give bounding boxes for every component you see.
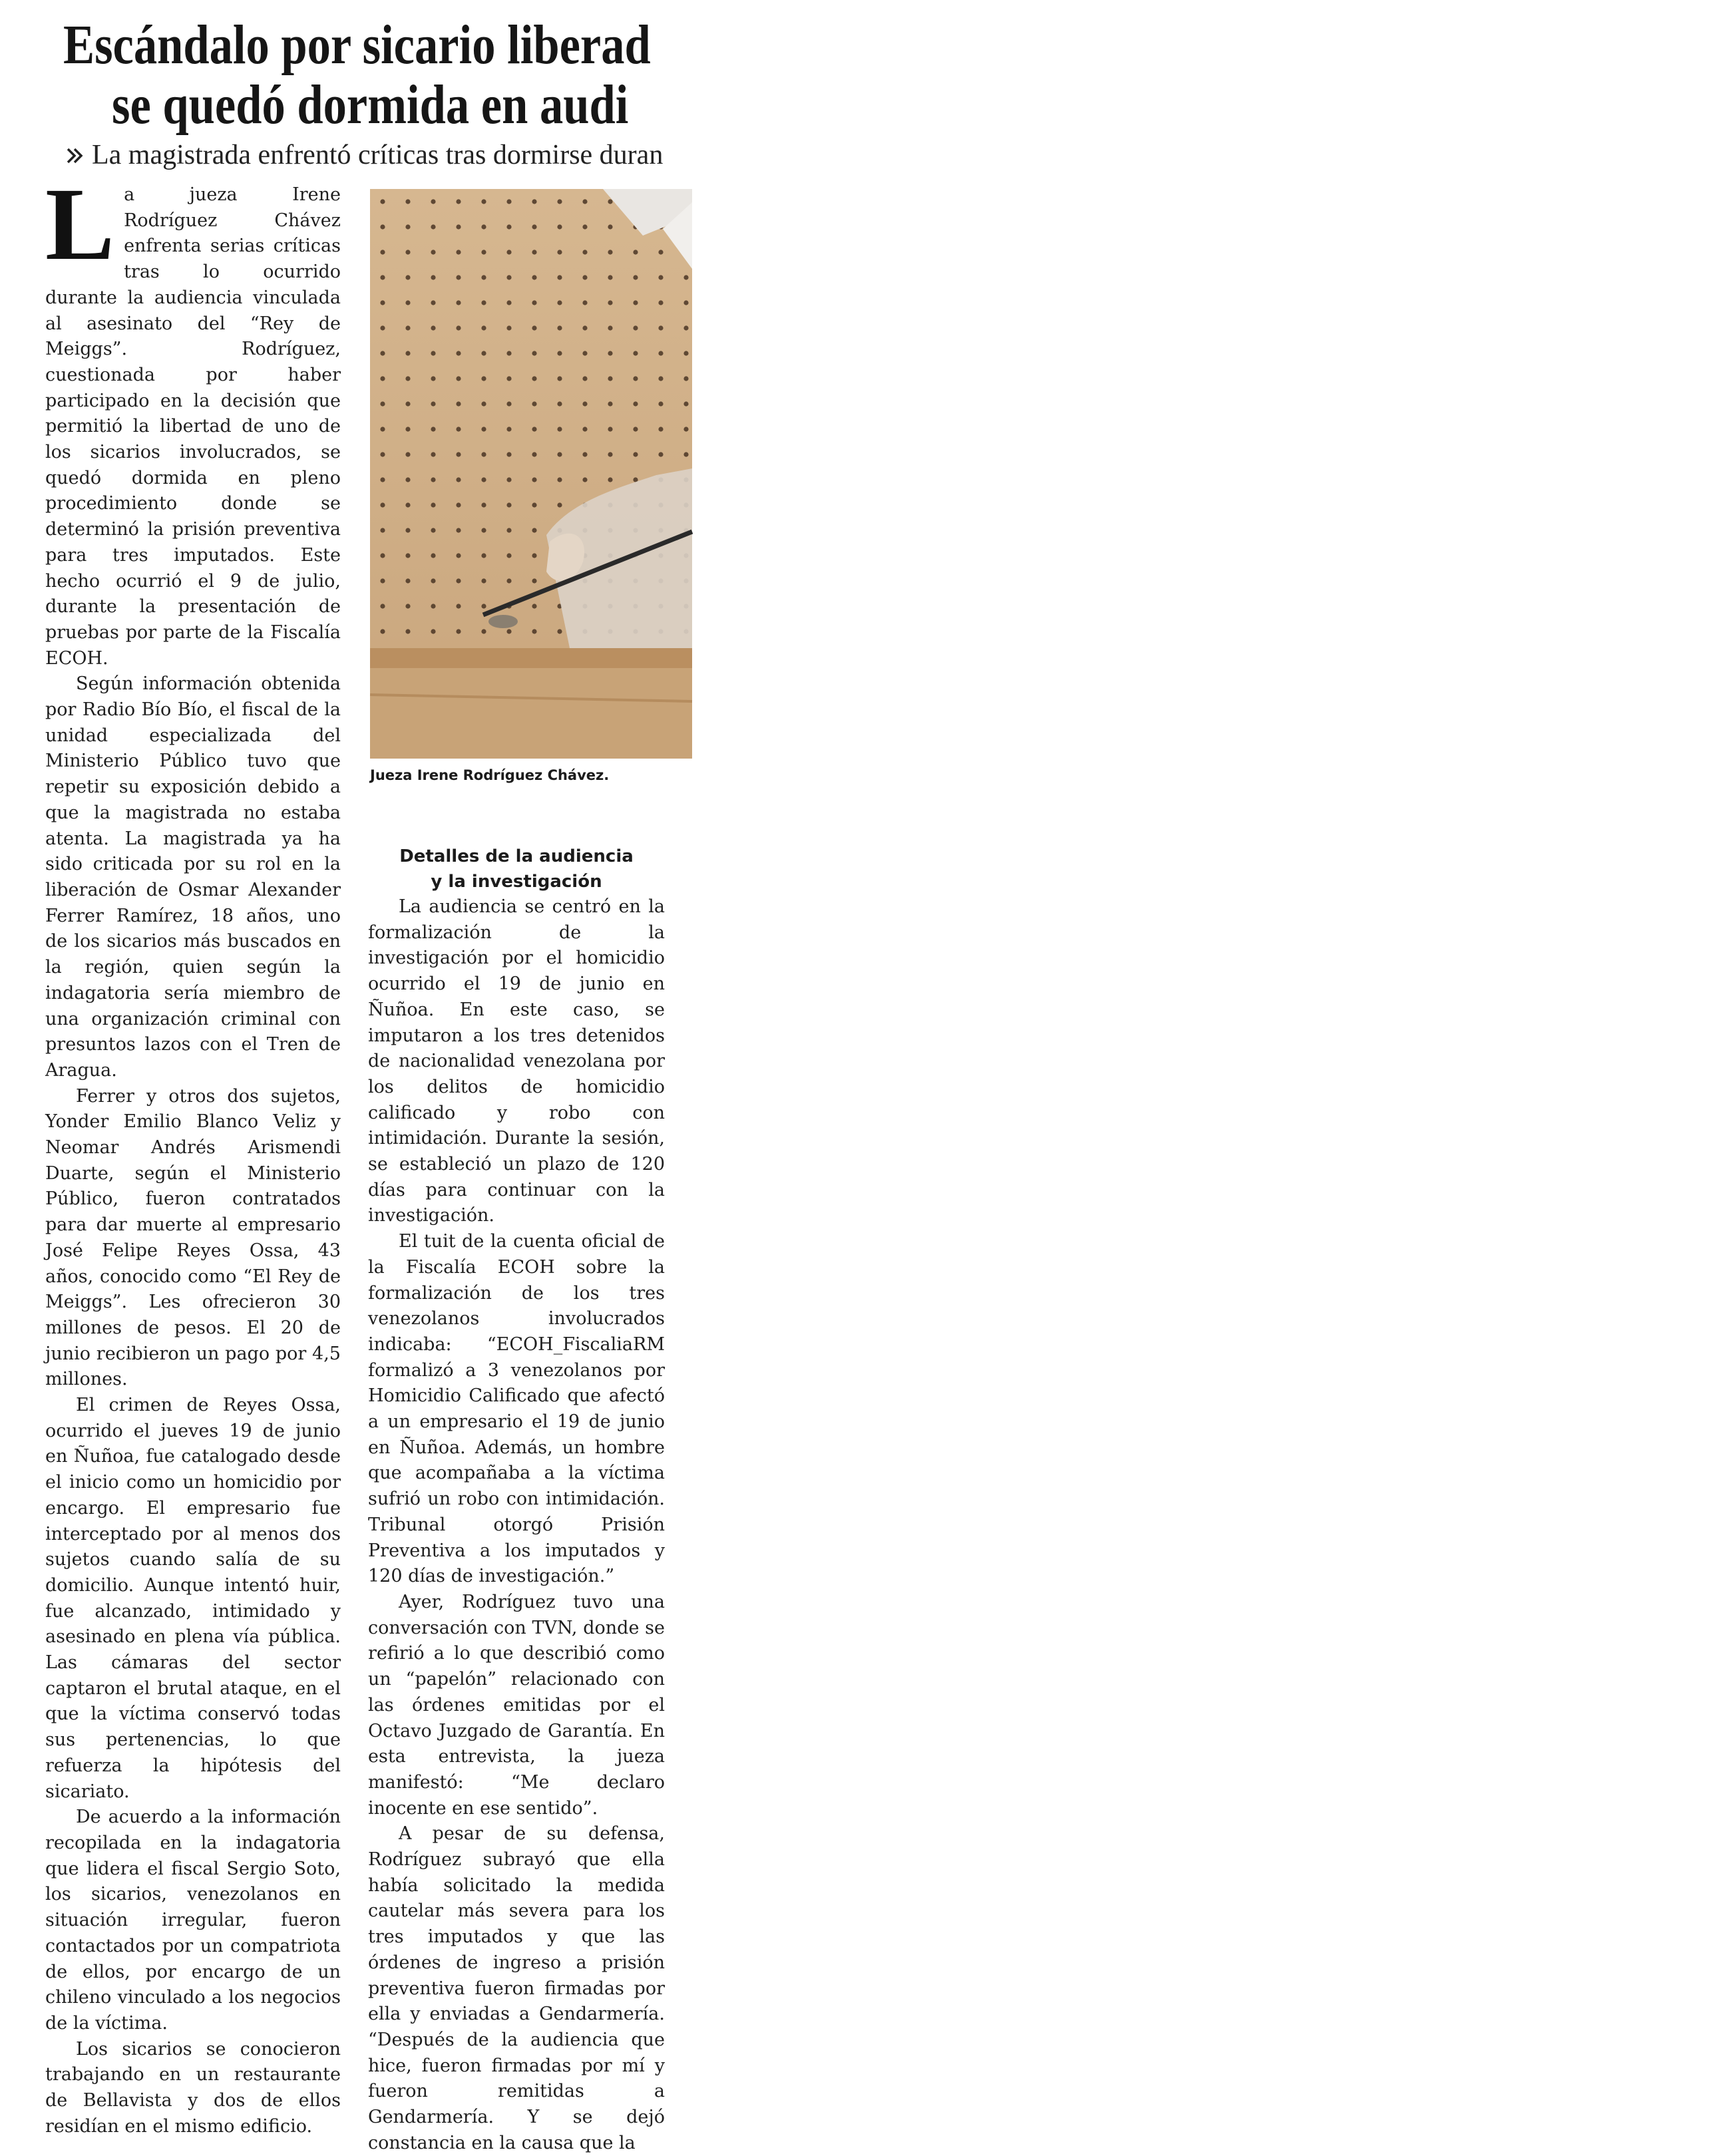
paragraph-3: Ferrer y otros dos sujetos, Yonder Emilio Blanco Veliz y Neomar Andrés Arismendi Duarte, según el Ministerio Público, fueron contratados para dar muerte al empresario José Felipe Reyes Ossa, 43 años, conocido como “El Rey de Meiggs”. Les ofrecieron 30 millones de pesos. El 20 de junio recibieron un pago por 4,5 millones. bbox=[45, 1085, 341, 1390]
paragraph-1 bbox=[45, 166, 341, 671]
paragraph-7: La audiencia se centró en la formalización de la investigación por el homicidio ocurrido el 19 de junio en Ñuñoa. En este caso, se imputaron a los tres detenidos de nacionalidad venezolana por los delitos de homicidio calificado y robo con intimidación. Durante la sesión, se estableció un plazo de 120 días para continuar con la investigación. bbox=[368, 896, 665, 1226]
subheading-line-1: Detalles de la audiencia bbox=[399, 846, 634, 866]
photo-caption: Jueza Irene Rodríguez Chávez. bbox=[370, 767, 610, 783]
paragraph-6: Los sicarios se conocieron trabajando en un restaurante de Bellavista y dos de ellos residían en el mismo edificio. bbox=[45, 2038, 341, 2137]
deck-text: La magistrada enfrentó críticas tras dormirse duran bbox=[92, 140, 664, 170]
newspaper-page bbox=[0, 0, 692, 2153]
page-crop bbox=[0, 0, 691, 2153]
paragraph-5: De acuerdo a la información recopilada en la indagatoria que lidera el fiscal Sergio Soto, los sicarios, venezolanos en situación irregular, fueron contactados por un compatriota de ellos, por encargo de un chileno vinculado a los negocios de la víctima. bbox=[45, 1807, 341, 2034]
headline-line-2: se quedó dormida en audi bbox=[112, 74, 629, 136]
paragraph-9: Ayer, Rodríguez tuvo una conversación con TVN, donde se refirió a lo que describió como un “papelón” relacionado con las órdenes emitidas por el Octavo Juzgado de Garantía. En esta entrevista, la jueza manifestó: “Me declaro inocente en ese sentido”. bbox=[368, 1591, 665, 1819]
subheading-line-2: y la investigación bbox=[431, 872, 602, 892]
section-subheading bbox=[368, 844, 665, 894]
paragraph-2: Según información obtenida por Radio Bío Bío, el fiscal de la unidad especializada del Ministerio Público tuvo que repetir su exposición debido a que la magistrada no estaba atenta. La magistrada ya ha sido criticada por su rol en la liberación de Osmar Alexander Ferrer Ramírez, 18 años, uno de los sicarios más buscados en la región, quien según la indagatoria sería miembro de una organización criminal con presuntos lazos con el Tren de Aragua. bbox=[45, 673, 341, 1081]
paragraph-1-text: a jueza Irene Rodríguez Chávez enfrenta serias críticas tras lo ocurrido durante la audiencia vinculada al asesinato del “Rey de Meiggs”. Rodríguez, cuestionada por haber participado en la decisión que permitió la libertad de uno de los sicarios involucrados, se quedó dormida en pleno procedimiento donde se determinó la prisión preventiva para tres imputados. Este hecho ocurrió el 9 de julio, durante la presentación de pruebas por parte de la Fiscalía ECOH. bbox=[45, 184, 341, 669]
article-column-2 bbox=[368, 844, 665, 2156]
courtroom-photo bbox=[370, 189, 692, 759]
article-column-1 bbox=[45, 166, 341, 2139]
photo-illustration bbox=[370, 189, 692, 759]
paragraph-4: El crimen de Reyes Ossa, ocurrido el jueves 19 de junio en Ñuñoa, fue catalogado desde el inicio como un homicidio por encargo. El empresario fue interceptado por al menos dos sujetos cuando salía de su domicilio. Aunque intentó huir, fue alcanzado, intimidado y asesinado en plena vía pública. Las cámaras del sector captaron el brutal ataque, en el que la víctima conservó todas sus pertenencias, lo que refuerza la hipótesis del sicariato. bbox=[45, 1395, 341, 1802]
headline-line-1: Escándalo por sicario liberad bbox=[63, 14, 651, 76]
paragraph-8: El tuit de la cuenta oficial de la Fiscalía ECOH sobre la formalización de los tres venezolanos involucrados indicaba: “ECOH_FiscaliaRM formalizó a 3 venezolanos por Homicidio Calificado que afectó a un empresario el 19 de junio en Ñuñoa. Además, un hombre que acompañaba a la víctima sufrió un robo con intimidación. Tribunal otorgó Prisión Preventiva a los imputados y 120 días de investigación.” bbox=[368, 1231, 665, 1587]
drop-cap: L bbox=[45, 166, 115, 281]
deck bbox=[65, 137, 663, 173]
paragraph-10: A pesar de su defensa, Rodríguez subrayó que ella había solicitado la medida cautelar más severa para los tres imputados y que las órdenes de ingreso a prisión preventiva fueron firmadas por ella y enviadas a Gendarmería. “Después de la audiencia que hice, fueron firmadas por mí y fueron remitidas a Gendarmería. Y se dejó constancia en la causa que la bbox=[368, 1823, 665, 2153]
